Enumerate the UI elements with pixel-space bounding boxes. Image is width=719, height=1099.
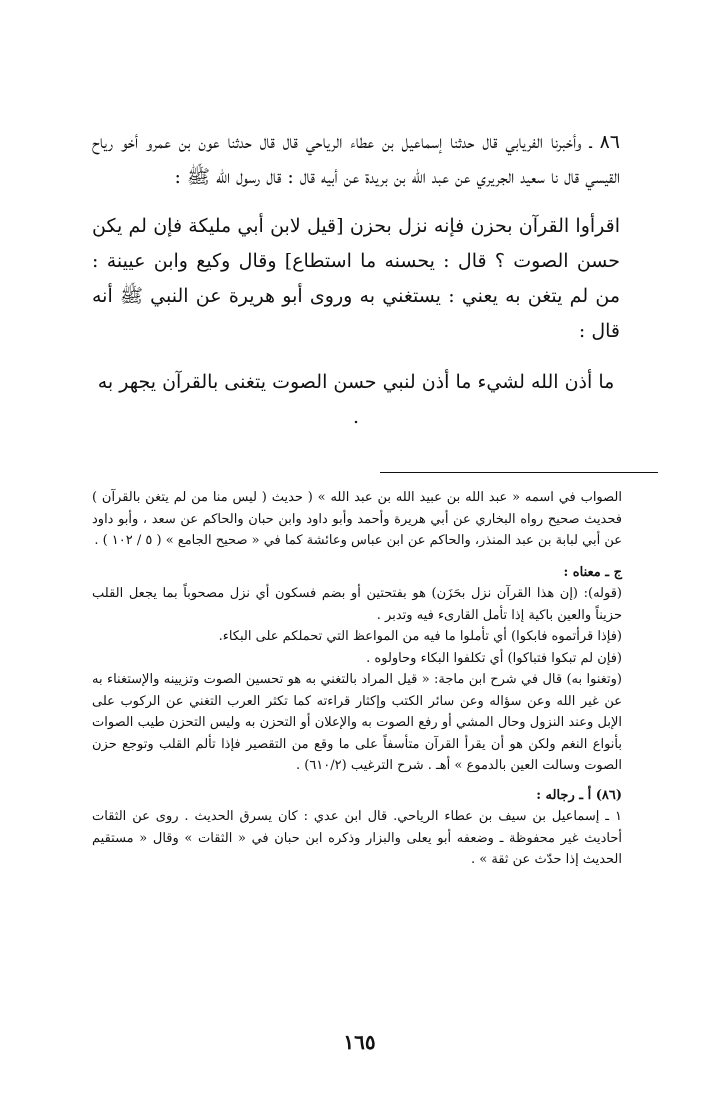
meaning-line: (فإن لم تبكوا فتباكوا) أي تكلفوا البكاء وحاولوه . bbox=[366, 650, 622, 666]
hadith-text-paragraph: اقرأوا القرآن بحزن فإنه نزل بحزن [قيل لابن أبي مليكة فإن لم يكن حسن الصوت ؟ قال : يحسنه ما استطاع] وقال وكيع وابن عيينة : من لم يتغن به يعني : يستغني به وروى أبو هريرة عن النبي ﷺ أنه قال : bbox=[92, 215, 620, 342]
footnote-text: الصواب في اسمه « عبد الله بن عبيد الله بن عبد الله » ( حديث ( ليس منا من لم يتغن بالقرآن ) فحديث صحيح رواه البخاري عن أبي هريرة وأحمد وأبو داود وابن حبان والحاكم عن سعد ، وأبو داود عن أبي لبابة بن عبد المنذر، والحاكم عن ابن عباس وعائشة كما في « صحيح الجامع » ( ٥ / ١٠٢ ) . bbox=[92, 490, 622, 548]
hadith-isnad-paragraph: ٨٦ ـ وأخبرنا الفريابي قال حدثنا إسماعيل بن عطاء الرياحي قال قال حدثنا عون بن عمرو أخو رياح القيسي قال نا سعيد الجريري عن عبد الله بن بريدة عن أبيه قال : قال رسول الله ﷺ : bbox=[92, 131, 620, 188]
narrators-heading: (٨٦) أ ـ رجاله : bbox=[536, 787, 622, 803]
footnote-divider bbox=[380, 472, 658, 473]
hadith-body bbox=[92, 125, 620, 435]
page-number: ١٦٥ bbox=[343, 1030, 376, 1054]
hadith-quote-paragraph: ما أذن الله لشيء ما أذن لنبي حسن الصوت يتغنى بالقرآن يجهر به . bbox=[97, 371, 615, 428]
meaning-line: (وتغنوا به) قال في شرح ابن ماجة: « قيل المراد بالتغني به هو تحسين الصوت وتزيينه والإستغناء به عن غير الله وعن سؤاله وعن سائر الكتب وإكثار قراءته كما تكثر العرب التغني عن الركوب على الإبل وعند النزول وحال المشي أو رفع الصوت به والإعلان أو التحزن به وليس التحزن طيب الصوات بأنواع النغم ولكن هو أن يقرأ القرآن متأسفاً على ما وقع من التقصير فإذا تألم القلب وتوجع حزن الصوت وسالت العين بالدموع » أهـ . شرح الترغيب (٦١٠/٢) . bbox=[92, 672, 622, 773]
footnotes-section bbox=[92, 487, 622, 871]
meaning-heading: ج ـ معناه : bbox=[563, 564, 622, 580]
meaning-line: (فإذا قرأتموه فابكوا) أي تأملوا ما فيه من المواعظ التي تحملكم على البكاء. bbox=[218, 629, 622, 644]
meaning-line: (قوله): (إن هذا القرآن نزل بحَزَن) هو بفتحتين أو بضم فسكون أي نزل مصحوباً بما يجعل القلب حزيناً والعين باكية إذا تأمل القارىء فيه وتدبر . bbox=[92, 586, 622, 623]
narrator-entry: ١ ـ إسماعيل بن سيف بن عطاء الرياحي. قال ابن عدي : كان يسرق الحديث . روى عن الثقات أحاديث غير محفوظة ـ وضعفه أبو يعلى والبزار وذكره ابن حبان في « الثقات » وقال « مستقيم الحديث إذا حدّث عن ثقة » . bbox=[92, 809, 622, 867]
